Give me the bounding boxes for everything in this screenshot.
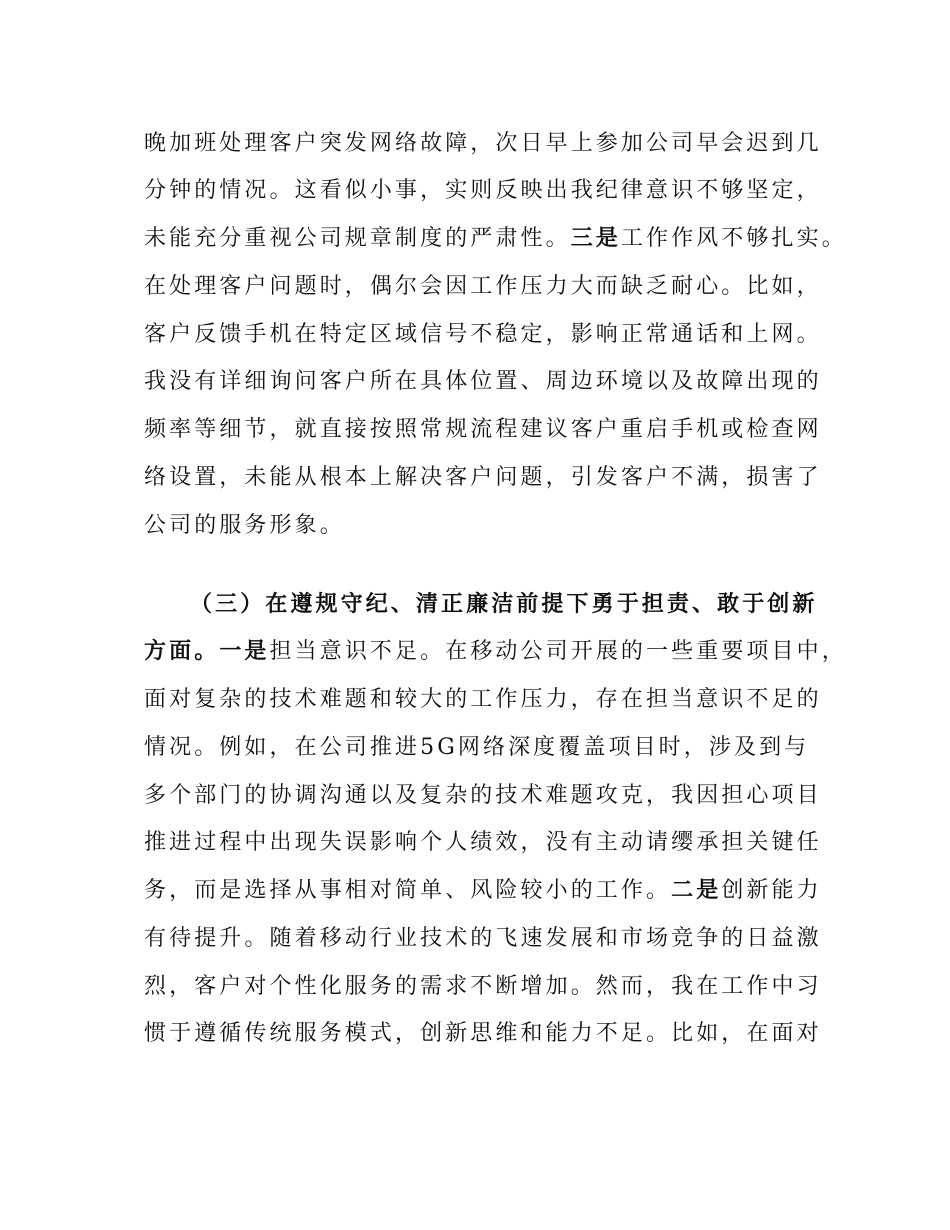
text-span: 创新能力 [721,878,822,903]
text-line [144,972,844,1002]
text-span: 在处理客户问题时，偶尔会因工作压力大而缺乏耐心。比如， [144,274,822,299]
text-span: 未能充分重视公司规章制度的严肃性。 [144,226,571,251]
section-heading [190,590,890,620]
text-line [144,415,844,445]
text-line [144,685,844,715]
text-span: 有待提升。随着移动行业技术的飞速发展和市场竞争的日益激 [144,926,822,951]
text-line [144,224,847,254]
text-span: 晚加班处理客户突发网络故障，次日早上参加公司早会迟到几 [144,131,822,156]
text-span: 分钟的情况。这看似小事，实则反映出我纪律意识不够坚定， [144,178,822,203]
text-line [144,511,844,541]
text-line [144,637,847,667]
text-line [144,463,844,493]
text-span: 频率等细节，就直接按照常规流程建议客户重启手机或检查网 [144,417,822,442]
text-line [144,924,844,954]
text-span: 担当意识不足。在移动公司开展的一些重要项目中， [269,639,847,664]
text-span: 络设置，未能从根本上解决客户问题，引发客户不满，损害了 [144,465,822,490]
text-span: 务，而是选择从事相对简单、风险较小的工作。 [144,878,672,903]
text-span: 烈，客户对个性化服务的需求不断增加。然而，我在工作中习 [144,974,822,999]
text-line [144,176,844,206]
heading-text: 方面。 [144,639,220,664]
text-line [144,876,844,906]
text-line [144,320,844,350]
text-span: 客户反馈手机在特定区域信号不稳定，影响正常通话和上网。 [144,322,822,347]
text-line [144,733,844,763]
text-span: 工作作风不够扎实。 [620,226,847,251]
text-span: 公司的服务形象。 [144,513,345,538]
text-line [144,828,844,858]
text-span: 面对复杂的技术难题和较大的工作压力，存在担当意识不足的 [144,687,822,712]
bold-marker: 二是 [671,878,722,903]
text-span: 情况。例如，在公司推进5G网络深度覆盖项目时，涉及到与 [144,735,810,760]
bold-marker: 一是 [219,639,270,664]
text-span: 多个部门的协调沟通以及复杂的技术难题攻克，我因担心项目 [144,783,822,808]
text-span: 推进过程中出现失误影响个人绩效，没有主动请缨承担关键任 [144,830,822,855]
text-line [144,1019,844,1049]
text-span: 我没有详细询问客户所在具体位置、周边环境以及故障出现的 [144,369,822,394]
heading-text: （三）在遵规守纪、清正廉洁前提下勇于担责、敢于创新 [190,592,818,617]
text-line [144,367,844,397]
bold-marker: 三是 [570,226,621,251]
text-line [144,272,844,302]
text-line [144,781,844,811]
text-span: 惯于遵循传统服务模式，创新思维和能力不足。比如，在面对 [144,1021,822,1046]
text-line [144,129,844,159]
